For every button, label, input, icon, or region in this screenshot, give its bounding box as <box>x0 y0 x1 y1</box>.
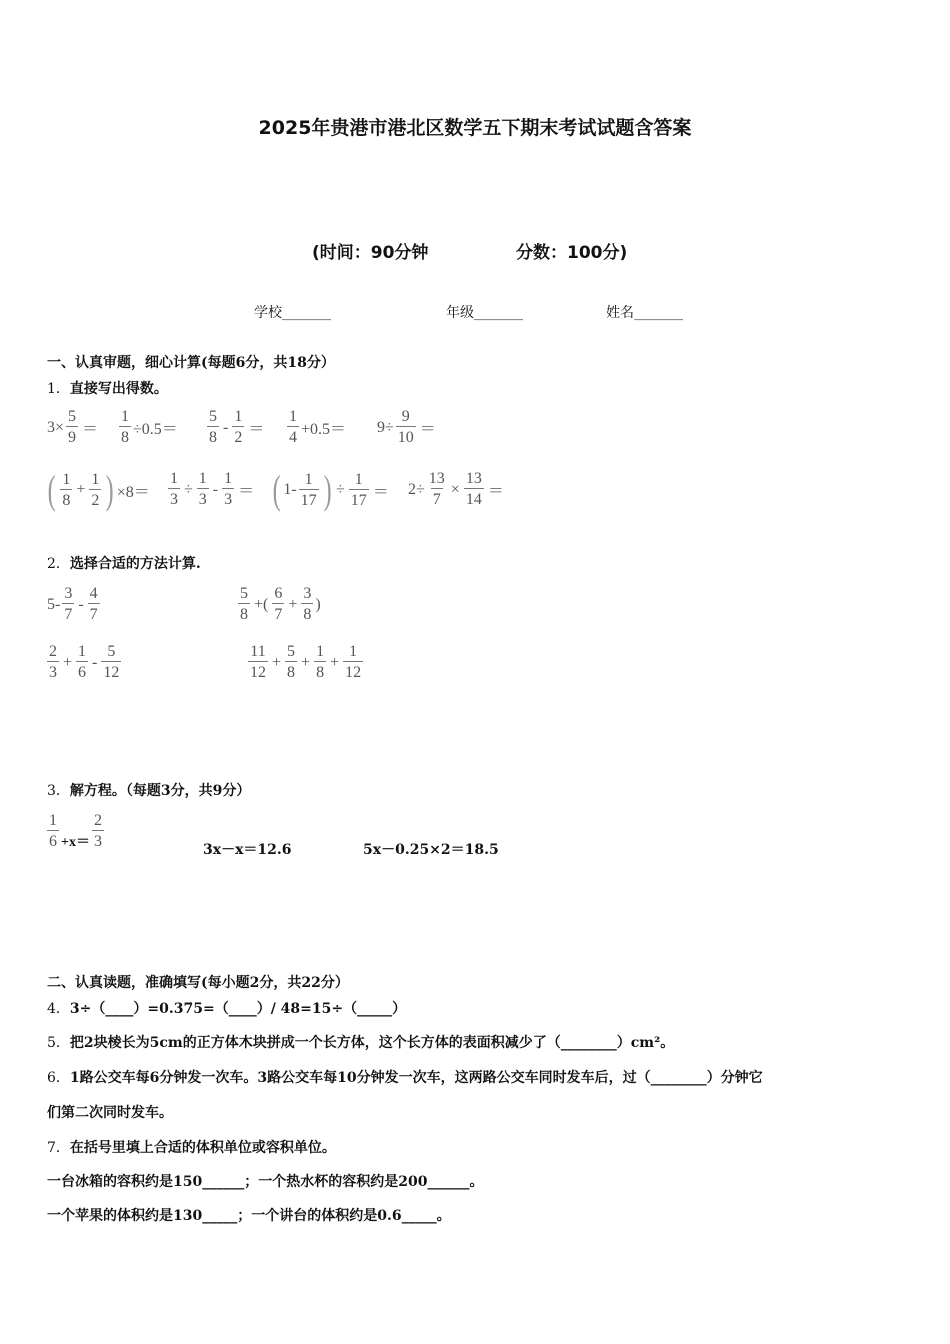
fraction <box>464 470 484 509</box>
expr-q2-4 <box>246 643 365 682</box>
operand: 9÷ <box>377 418 394 436</box>
fraction <box>47 643 59 682</box>
numerator: 1 <box>121 408 129 425</box>
fraction <box>299 471 319 510</box>
operand: 1- <box>283 481 297 498</box>
operator: + <box>330 653 340 671</box>
operation: ÷0.5＝ <box>133 421 178 438</box>
question-number: 3． <box>47 783 70 799</box>
expr-2-1 <box>45 467 150 512</box>
school-field: 学校_______ <box>254 305 331 321</box>
operator: - <box>212 480 219 498</box>
denominator: 3 <box>92 830 104 851</box>
question-text: 直接写出得数。 <box>69 381 168 397</box>
denominator: 8 <box>60 489 72 510</box>
operation: ×8＝ <box>116 483 150 501</box>
question-2 <box>47 553 201 573</box>
expr-2-4 <box>408 470 506 509</box>
question-text: 选择合适的方法计算. <box>69 556 201 572</box>
operand: 5- <box>47 595 61 613</box>
question-7 <box>47 1137 336 1157</box>
question-4 <box>47 998 406 1018</box>
exam-score: 分数：100分) <box>516 243 628 263</box>
question-number: 5． <box>47 1035 70 1051</box>
equation-3: 5x－0.25×2＝18.5 <box>363 842 499 858</box>
numerator: 1 <box>49 812 57 829</box>
expr-1-2 <box>117 408 178 447</box>
section2-heading: 二、认真读题，准确填写(每小题2分，共22分） <box>47 975 349 991</box>
equation-1 <box>45 812 106 851</box>
denominator: 6 <box>76 661 88 682</box>
question-number: 1． <box>47 381 70 397</box>
expr-1-1 <box>47 408 100 447</box>
left-paren: ( <box>272 467 281 512</box>
fraction <box>197 470 209 509</box>
fraction <box>101 643 121 682</box>
fraction <box>168 470 180 509</box>
question-number: 7． <box>47 1140 70 1156</box>
expr-q2-2 <box>236 585 321 624</box>
operator: + <box>301 653 311 671</box>
equals: ＝ <box>487 483 504 500</box>
denominator: 8 <box>301 603 313 624</box>
equals: ＝ <box>238 483 255 500</box>
equals: ＝ <box>248 421 265 438</box>
fraction <box>314 643 326 682</box>
numerator: 1 <box>289 408 297 425</box>
numerator: 2 <box>93 812 102 829</box>
expr-2-2 <box>166 470 256 509</box>
equals: ＝ <box>419 421 436 438</box>
numerator: 5 <box>287 643 296 660</box>
fraction <box>62 585 74 624</box>
question-text: 把2块棱长为5cm的正方体木块拼成一个长方体，这个长方体的表面积减少了（________）cm²。 <box>69 1035 675 1051</box>
fraction <box>301 585 313 624</box>
denominator: 2 <box>232 426 244 447</box>
right-paren: ) <box>106 467 115 512</box>
numerator: 2 <box>49 643 57 660</box>
denominator: 3 <box>197 488 209 509</box>
fraction <box>66 408 78 447</box>
fraction <box>248 643 268 682</box>
numerator: 5 <box>68 408 77 425</box>
denominator: 14 <box>464 488 484 509</box>
denominator: 7 <box>62 603 74 624</box>
operator: - <box>92 653 98 671</box>
fraction <box>285 643 297 682</box>
question-7-line-1: 一台冰箱的容积约是150______；一个热水杯的容积约是200______。 <box>47 1174 484 1190</box>
equation-middle: +x＝ <box>61 834 90 850</box>
question-text: 1路公交车每6分钟发一次车。3路公交车每10分钟发一次车，这两路公交车同时发车后，过（________）分钟它 <box>69 1070 763 1086</box>
fraction <box>396 408 416 447</box>
fraction <box>232 408 244 447</box>
question-number: 6． <box>47 1070 70 1086</box>
expr-1-5 <box>377 408 438 447</box>
numerator: 1 <box>91 470 100 488</box>
numerator: 3 <box>64 585 73 602</box>
numerator: 11 <box>250 643 266 660</box>
section1-heading: 一、认真审题，细心计算(每题6分，共18分） <box>47 355 335 371</box>
fraction <box>88 585 100 624</box>
document-title: 2025年贵港市港北区数学五下期末考试试题含答案 <box>258 117 692 139</box>
expr-2-3 <box>270 467 391 512</box>
numerator: 1 <box>224 470 233 487</box>
name-field: 姓名_______ <box>606 305 683 321</box>
denominator: 8 <box>285 661 297 682</box>
denominator: 17 <box>349 489 369 510</box>
denominator: 12 <box>101 661 121 682</box>
fraction <box>60 471 72 510</box>
denominator: 9 <box>66 426 78 447</box>
operand: 2÷ <box>408 480 425 498</box>
numerator: 4 <box>89 585 98 602</box>
operator: + <box>288 595 298 613</box>
expr-1-3 <box>205 408 266 447</box>
numerator: 1 <box>316 643 325 660</box>
equation-2: 3x－x＝12.6 <box>203 842 292 858</box>
numerator: 1 <box>78 643 87 660</box>
numerator: 9 <box>401 408 410 425</box>
fraction <box>89 471 101 510</box>
left-paren: ( <box>47 467 56 512</box>
denominator: 8 <box>314 661 326 682</box>
operator: +( <box>254 595 269 613</box>
equals: ＝ <box>82 421 99 438</box>
fraction <box>92 812 104 851</box>
expr-q2-3 <box>45 643 123 682</box>
question-text: 在括号里填上合适的体积单位或容积单位。 <box>69 1140 336 1156</box>
denominator: 8 <box>238 603 250 624</box>
denominator: 6 <box>47 830 59 851</box>
denominator: 8 <box>119 426 131 447</box>
operator: + <box>63 653 73 671</box>
operator: ÷ <box>335 481 345 498</box>
numerator: 1 <box>170 470 178 487</box>
denominator: 2 <box>89 489 101 510</box>
numerator: 3 <box>303 585 312 602</box>
denominator: 7 <box>88 603 100 624</box>
numerator: 1 <box>354 470 363 488</box>
numerator: 1 <box>62 470 71 488</box>
fraction <box>272 585 284 624</box>
grade-field: 年级_______ <box>446 305 523 321</box>
denominator: 12 <box>343 661 363 682</box>
operator: - <box>78 595 84 613</box>
operator: + <box>76 481 86 498</box>
question-number: 2． <box>47 556 70 572</box>
question-5 <box>47 1032 674 1052</box>
fraction <box>287 408 299 447</box>
expr-1-4 <box>285 408 346 447</box>
fraction <box>47 812 59 851</box>
fraction <box>119 408 131 447</box>
expr-q2-1 <box>47 585 102 624</box>
denominator: 7 <box>272 603 284 624</box>
equals: ＝ <box>372 483 389 501</box>
denominator: 12 <box>248 661 268 682</box>
denominator: 3 <box>47 661 59 682</box>
right-paren: ) <box>315 595 321 613</box>
numerator: 13 <box>465 470 482 487</box>
right-paren: ) <box>323 467 332 512</box>
operator: - <box>223 418 229 436</box>
question-3 <box>47 780 250 800</box>
fraction <box>76 643 88 682</box>
numerator: 5 <box>240 585 248 602</box>
numerator: 5 <box>107 643 116 660</box>
denominator: 10 <box>396 426 416 447</box>
denominator: 17 <box>299 489 319 510</box>
fraction <box>238 585 250 624</box>
operator: × <box>450 480 460 498</box>
fraction <box>349 471 369 510</box>
numerator: 1 <box>198 470 207 487</box>
numerator: 1 <box>234 408 243 425</box>
denominator: 4 <box>287 426 299 447</box>
denominator: 7 <box>431 488 443 509</box>
numerator: 1 <box>304 470 313 488</box>
question-text: 解方程。（每题3分，共9分） <box>69 783 251 799</box>
operation: +0.5＝ <box>301 421 347 438</box>
fraction <box>207 408 219 447</box>
question-text: 3÷（____）=0.375=（____）/ 48=15÷（_____） <box>69 1001 407 1017</box>
question-6-continued: 们第二次同时发车。 <box>47 1105 173 1121</box>
question-6 <box>47 1067 763 1087</box>
numerator: 5 <box>209 408 217 425</box>
denominator: 8 <box>207 426 219 447</box>
question-1 <box>47 378 168 398</box>
denominator: 3 <box>222 488 234 509</box>
fraction <box>222 470 234 509</box>
denominator: 3 <box>168 488 180 509</box>
operator: + <box>272 653 282 671</box>
exam-time: (时间：90分钟 <box>312 243 429 263</box>
numerator: 13 <box>428 470 445 487</box>
operand: 3× <box>47 418 65 436</box>
numerator: 1 <box>349 643 358 660</box>
fraction <box>427 470 447 509</box>
question-number: 4． <box>47 1001 70 1017</box>
fraction <box>343 643 363 682</box>
numerator: 6 <box>274 585 283 602</box>
question-7-line-2: 一个苹果的体积约是130_____；一个讲台的体积约是0.6_____。 <box>47 1208 451 1224</box>
operator: ÷ <box>184 480 193 498</box>
